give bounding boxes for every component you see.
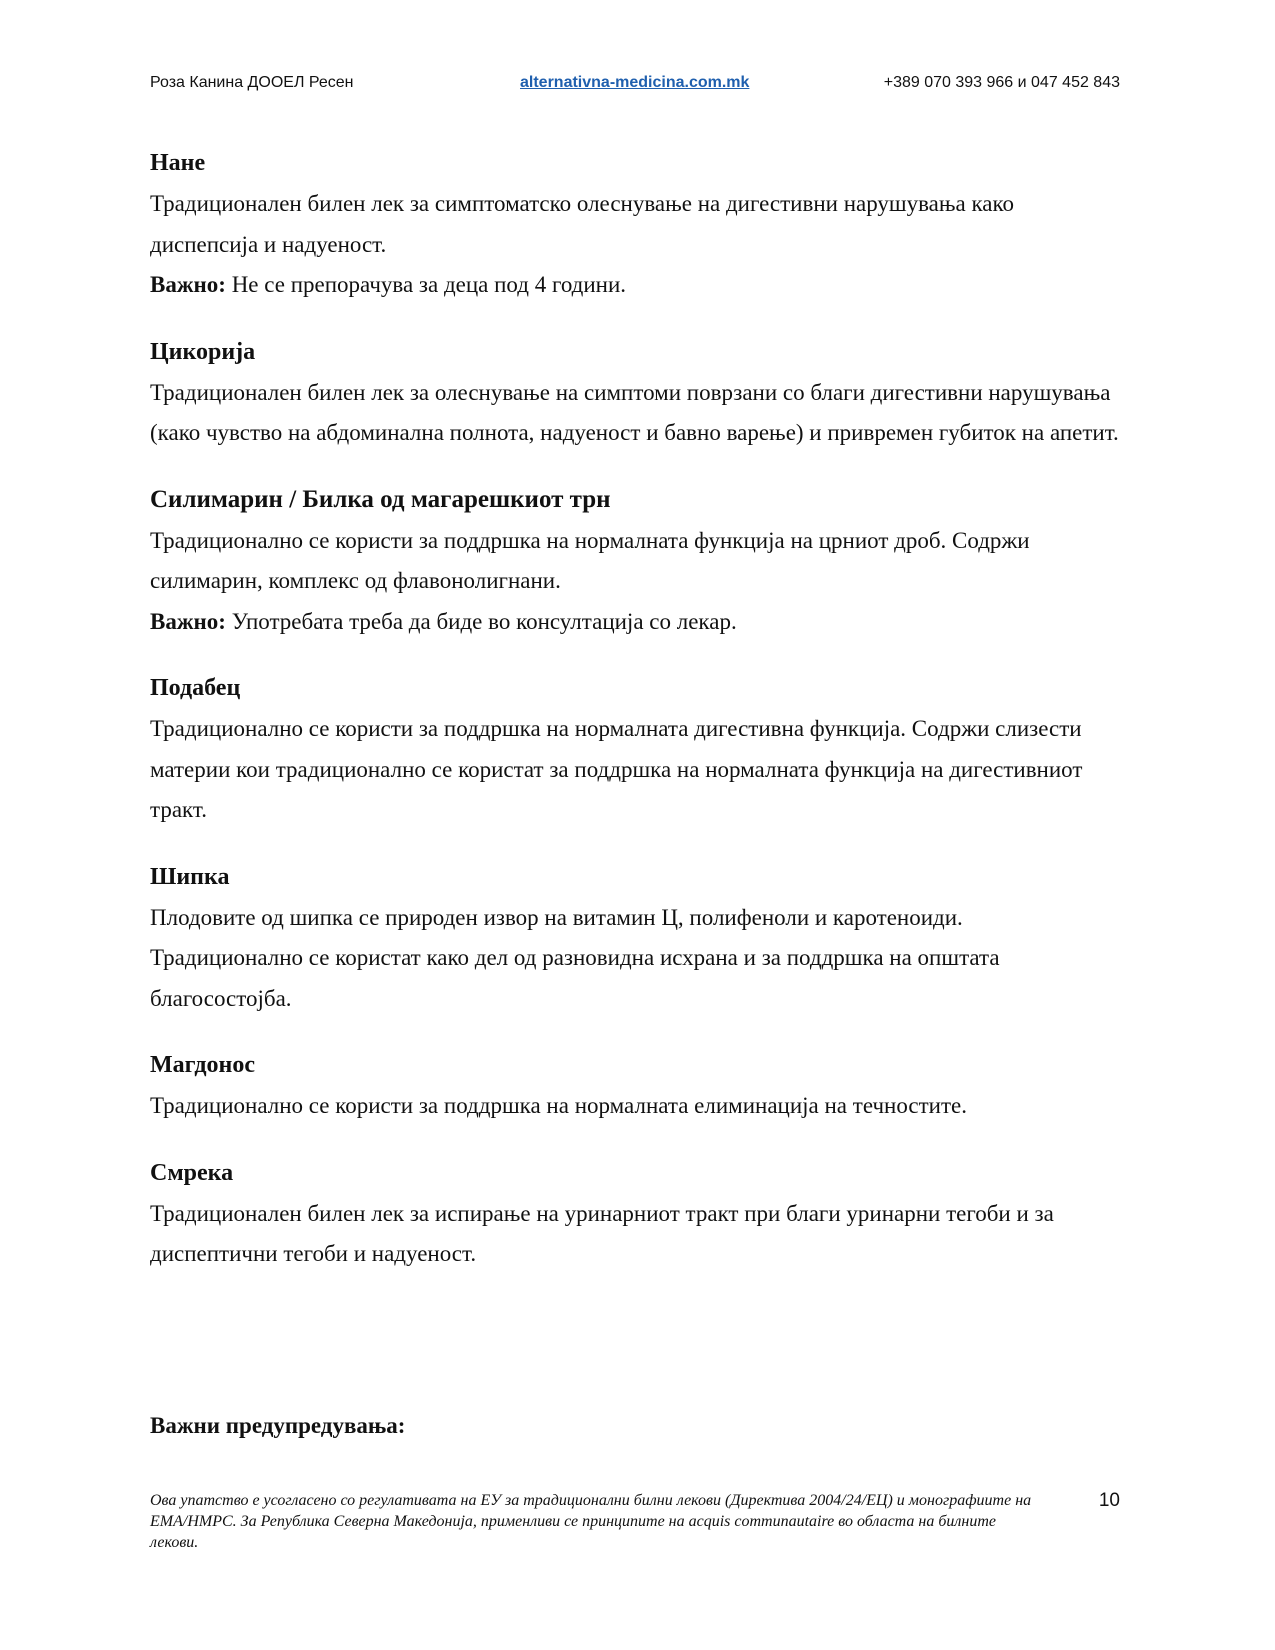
important-label: Важно: bbox=[150, 608, 226, 634]
section-title: Шипка bbox=[150, 863, 230, 890]
section-smreka bbox=[150, 1156, 1120, 1275]
section-podabec bbox=[150, 671, 1120, 831]
section-title: Магдонос bbox=[150, 1052, 255, 1078]
section-title: Нане bbox=[150, 150, 206, 176]
section-title: Силимарин / Билка од магарешкиот трн bbox=[150, 485, 611, 513]
document-body bbox=[150, 146, 1120, 1304]
section-nane bbox=[150, 146, 1120, 306]
section-title: Цикорија bbox=[150, 338, 256, 365]
important-label: Важно: bbox=[150, 272, 226, 297]
section-text: Традиционален билен лек за олеснување на симптоми поврзани со благи дигестивни нарушувања (како чувство на абдоминална полнота, надуеност и бавно варење) и привремен губиток на апетит. bbox=[150, 379, 1119, 445]
important-note bbox=[150, 602, 1120, 643]
important-text: Употребата треба да биде во консултација со лекар. bbox=[225, 608, 737, 634]
section-title: Подабец bbox=[150, 675, 241, 701]
company-name: Роза Канина ДООЕЛ Ресен bbox=[150, 74, 354, 91]
important-text: Не се препорачува за деца под 4 години. bbox=[225, 272, 627, 297]
section-magdonos bbox=[150, 1048, 1120, 1127]
page-header bbox=[150, 74, 1120, 98]
section-silimarin bbox=[150, 483, 1120, 643]
section-text: Традиционален билен лек за симптоматско олеснување на дигестивни нарушувања како диспепсија и надуеност. bbox=[150, 191, 1015, 257]
important-note bbox=[150, 265, 1120, 306]
warnings-heading: Важни предупредувања: bbox=[150, 1413, 406, 1438]
website-link[interactable]: alternativna-medicina.com.mk bbox=[520, 74, 750, 91]
section-text: Традиционален билен лек за испирање на уринарниот тракт при благи уринарни тегоби и за диспептични тегоби и надуеност. bbox=[150, 1200, 1054, 1266]
section-title: Смрека bbox=[150, 1159, 234, 1186]
footer-note: Ова упатство е усогласено со регулативата на ЕУ за традиционални билни лекови (Директива 2004/24/ЕЦ) и монографиите на EMA/HMPC. За Република Северна Македонија, применливи се принципите на acquis communautaire во областа на билните лекови. bbox=[150, 1492, 1032, 1551]
section-text: Традиционално се користи за поддршка на нормалната елиминација на течностите. bbox=[150, 1093, 967, 1118]
section-text: Традиционално се користи за поддршка на нормалната дигестивна функција. Содржи слизести материи кои традиционално се користат за поддршка на нормалната функција на дигестивниот тракт. bbox=[150, 716, 1083, 822]
page-number: 10 bbox=[1098, 1490, 1120, 1511]
section-text: Плодовите од шипка се природен извор на витамин Ц, полифеноли и каротеноиди. Традиционално се користат како дел од разновидна исхрана и за поддршка на општата благосостојба. bbox=[150, 904, 1000, 1011]
section-cikorija bbox=[150, 335, 1120, 454]
section-text: Традиционално се користи за поддршка на нормалната функција на црниот дроб. Содржи силимарин, комплекс од флавонолигнани. bbox=[150, 527, 1030, 593]
section-shipka bbox=[150, 860, 1120, 1020]
phone-numbers: +389 070 393 966 и 047 452 843 bbox=[883, 74, 1120, 91]
